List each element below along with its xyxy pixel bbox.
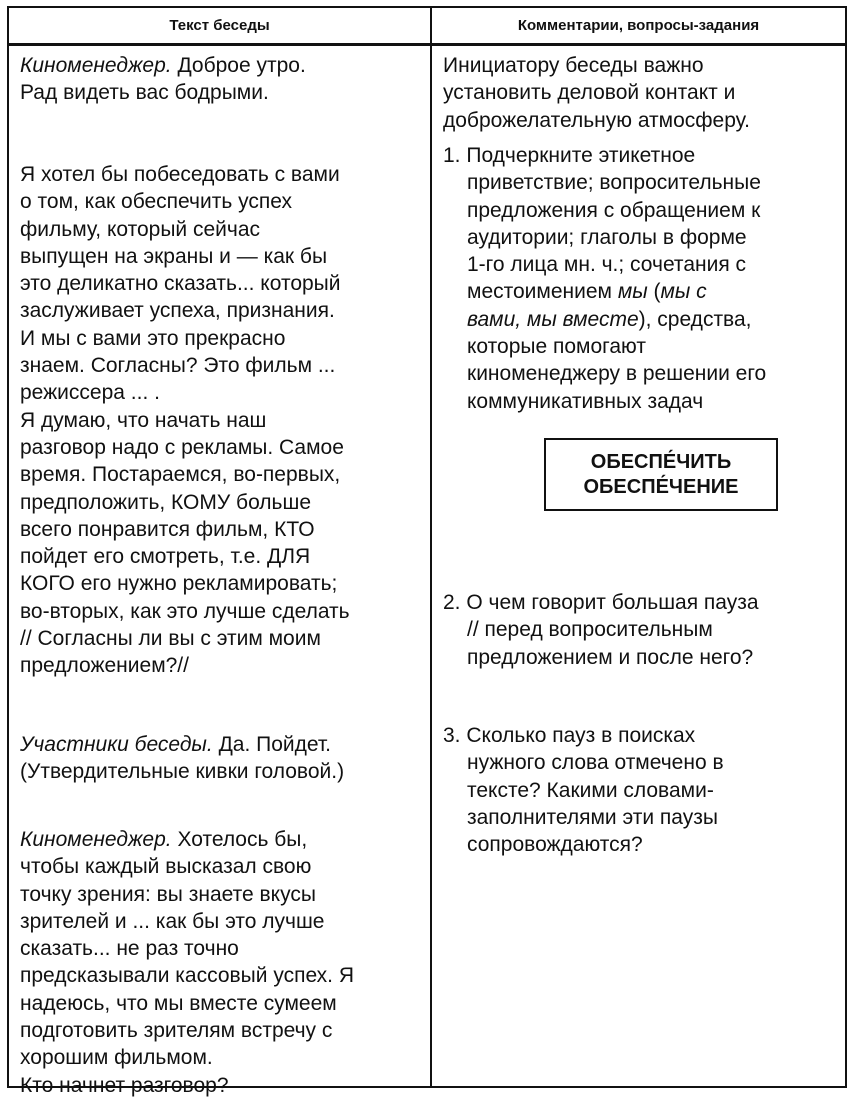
- dialogue-line: всего понравится фильм, КТО: [20, 517, 315, 541]
- header-comments-tasks: Комментарии, вопросы-задания: [517, 17, 760, 34]
- comment-line: установить деловой контакт и: [443, 81, 736, 105]
- task-italic-term: вами, мы вместе: [467, 307, 639, 331]
- dialogue-line: разговор надо с рекламы. Самое: [20, 435, 344, 459]
- dialogue-line: предсказывали кассовый успех. Я: [20, 964, 355, 988]
- speaker-name: Участники беседы.: [20, 733, 213, 756]
- dialogue-block-greeting: [20, 52, 425, 107]
- dialogue-line: чтобы каждый высказал свою: [20, 855, 312, 879]
- task-line: предложением и после него?: [467, 645, 754, 669]
- task-italic-term: мы: [617, 280, 648, 304]
- task-line: коммуникативных задач: [467, 389, 704, 413]
- dialogue-line: время. Постараемся, во-первых,: [20, 463, 341, 487]
- task-text: местоимением: [467, 280, 618, 304]
- task-line: тексте? Какими словами-: [467, 778, 714, 802]
- dialogue-line: заслуживает успеха, признания.: [20, 299, 335, 323]
- column-divider: [430, 8, 432, 1086]
- dialogue-line: режиссера ... .: [20, 381, 160, 405]
- dialogue-line: точку зрения: вы знаете вкусы: [20, 882, 316, 906]
- dialogue-block-closing: [20, 826, 425, 1099]
- dialogue-line: во-вторых, как это лучше сделать: [20, 599, 350, 623]
- dialogue-line: предложением?//: [20, 654, 189, 678]
- task-line: сопровождаются?: [467, 833, 643, 857]
- dialogue-line: Рад видеть вас бодрыми.: [20, 81, 269, 105]
- dialogue-line: подготовить зрителям встречу с: [20, 1019, 333, 1043]
- task-line: 1-го лица мн. ч.; сочетания с: [467, 253, 747, 277]
- stress-word: ОБЕСПЕ́ЧЕНИЕ: [583, 476, 739, 498]
- dialogue-line: сказать... не раз точно: [20, 937, 239, 961]
- dialogue-text: Хотелось бы,: [171, 828, 308, 851]
- comment-line: доброжелательную атмосферу.: [443, 108, 750, 132]
- speaker-name: Киноменеджер.: [20, 828, 172, 851]
- task-text: Подчеркните этикетное: [466, 144, 696, 167]
- dialogue-line: Кто начнет разговор?: [20, 1073, 229, 1097]
- task-2: [443, 589, 843, 671]
- task-line: // перед вопросительным: [467, 618, 713, 642]
- table-header-row: [9, 8, 845, 46]
- dialogue-line: КОГО его нужно рекламировать;: [20, 572, 338, 596]
- stress-example-box: [544, 438, 778, 511]
- dialogue-line: о том, как обеспечить успех: [20, 190, 292, 214]
- task-number: 2.: [443, 591, 461, 614]
- dialogue-line: предположить, КОМУ больше: [20, 490, 312, 514]
- task-italic-term: мы с: [660, 280, 707, 304]
- task-line: нужного слова отмечено в: [467, 751, 724, 775]
- dialogue-line: И мы с вами это прекрасно: [20, 326, 286, 350]
- dialogue-line: фильму, который сейчас: [20, 217, 261, 241]
- task-line: предложения с обращением к: [467, 198, 761, 222]
- speaker-name: Киноменеджер.: [20, 54, 172, 77]
- dialogue-line: надеюсь, что мы вместе сумеем: [20, 991, 337, 1015]
- header-dialogue-text: Текст беседы: [169, 17, 270, 34]
- dialogue-line: Я думаю, что начать наш: [20, 408, 267, 432]
- task-line: киноменеджеру в решении его: [467, 362, 767, 386]
- task-line: приветствие; вопросительные: [467, 171, 761, 195]
- task-text: (: [647, 280, 661, 304]
- dialogue-line: Я хотел бы побеседовать с вами: [20, 163, 340, 186]
- comment-intro: [443, 52, 843, 134]
- dialogue-block-main: [20, 161, 425, 680]
- dialogue-line: // Согласны ли вы с этим моим: [20, 627, 321, 651]
- stress-word: ОБЕСПЕ́ЧИТЬ: [590, 451, 732, 473]
- dialogue-line: хорошим фильмом.: [20, 1046, 213, 1070]
- dialogue-line: это деликатно сказать... который: [20, 272, 341, 296]
- dialogue-line: пойдет его смотреть, т.е. ДЛЯ: [20, 545, 311, 569]
- task-text: ), средства,: [638, 307, 752, 331]
- task-line: аудитории; глаголы в форме: [467, 225, 747, 249]
- task-text: Сколько пауз в поисках: [466, 724, 696, 747]
- task-3: [443, 722, 843, 858]
- task-1: [443, 142, 843, 415]
- dialogue-line: (Утвердительные кивки головой.): [20, 760, 345, 784]
- task-text: О чем говорит большая пауза: [466, 591, 759, 614]
- dialogue-block-participants: [20, 731, 425, 786]
- dialogue-text: Доброе утро.: [171, 54, 306, 77]
- task-line: которые помогают: [467, 335, 646, 359]
- comment-line: Инициатору беседы важно: [443, 54, 704, 77]
- dialogue-line: выпущен на экраны и — как бы: [20, 244, 328, 268]
- task-number: 3.: [443, 724, 461, 747]
- task-number: 1.: [443, 144, 461, 167]
- dialogue-line: знаем. Согласны? Это фильм ...: [20, 354, 336, 378]
- dialogue-text: Да. Пойдет.: [212, 733, 332, 756]
- task-line: заполнителями эти паузы: [467, 805, 718, 829]
- dialogue-line: зрителей и ... как бы это лучше: [20, 909, 325, 933]
- dialogue-table: [7, 6, 847, 1097]
